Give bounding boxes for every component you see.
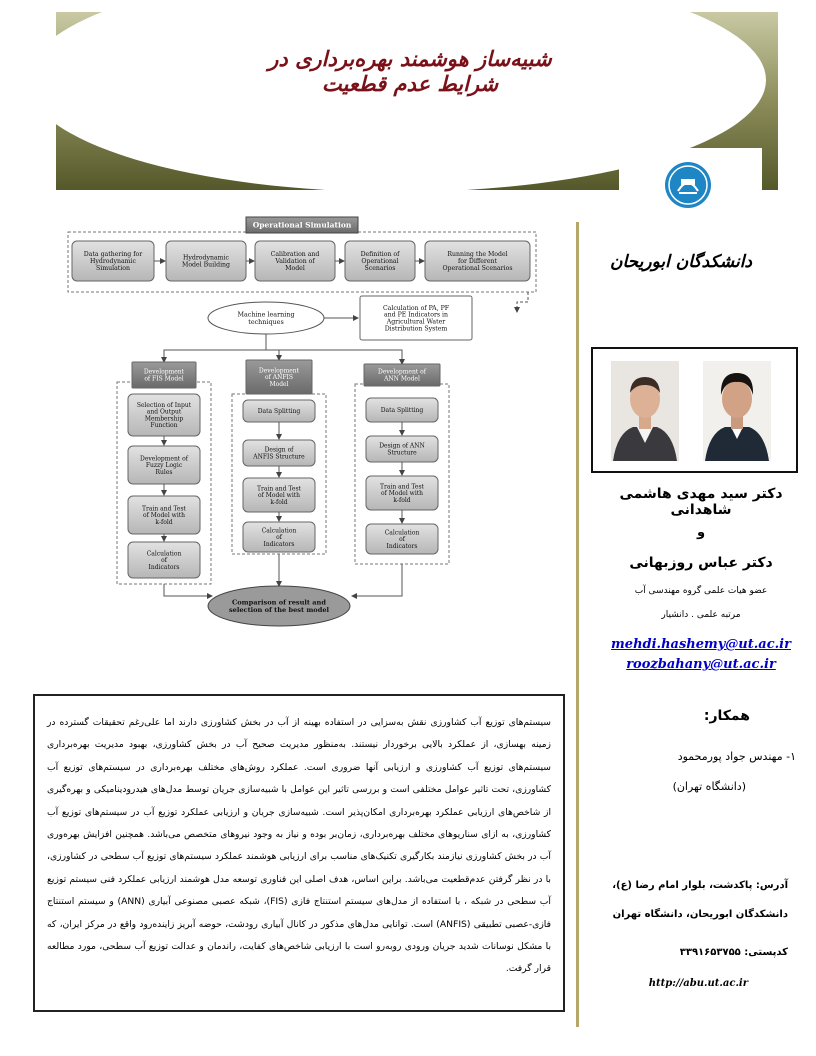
abstract-text: سیستم‌های توزیع آب کشاورزی نقش به‌سزایی در استفاده بهینه از آب در بخش کشاورزی دارند اما علی‌رغم تحقیقات گسترده در زمینه بهسازی، از عملکرد بالایی برخوردار نیستند. به‌منظور مدیریت صحیح آب در بخش کشاورزی، بهبود مدیریت بهره‌برداری سیستم‌های توزیع آب کشاورزی و ارزیابی آنها ضروری است. عملکرد روش‌های مختلف بهره‌برداری در سیستم‌های توزیع آب کشاورزی، تحت تاثیر عوامل مختلفی است و بررسی تاثیر این عوامل با شبیه‌سازی جریان توسط مدل‌های هیدرودینامیکی و بهره‌گیری از شاخص‌های ارزیابی عملکرد بهره‌برداری امکان‌پذیر است. شبیه‌سازی جریان و ارزیابی عملکرد توزیع آب در سیستم‌های توزیع آب کشاورزی، به ازای سناریوهای مختلف بهره‌برداری، زمان‌بر بوده و نیاز به وجود نیروهای متخصص می‌باشد. همچنین افزایش بهره‌وری آب در بخش کشاورزی نیازمند بکارگیری تکنیک‌های مناسب برای ارزیابی هوشمند عملکرد سیستم‌های توزیع آب سطحی در کشاورزی، با در نظر گرفتن عدم‌قطعیت می‌باشد. براین اساس، هدف اصلی این فناوری توسعه مدل هوشمند ارزیابی عملکرد فنی سیستم توزیع آب سطحی در شبکه ، با استفاده از مدل‌های سیستم استنتاج فازی (FIS)، شبکه عصبی مصنوعی آبیاری (ANN) و سیستم استنتاج فازی-عصبی تطبیقی (ANFIS) است. توانایی مدل‌های مذکور در کانال آبیاری رودشت، حوضه آبریز زاینده‌رود واقع در مرکز ایران، که با مشکل نوسانات شدید جریان ورودی روبه‌رو است با ارزیابی شاخص‌های کفایت، راندمان و عدالت توزیع آب سطحی، مورد مطالعه قرار گرفت. bbox=[47, 717, 551, 975]
email-link-1[interactable]: mehdi.hashemy@ut.ac.ir bbox=[611, 637, 791, 652]
flowchart-step-label-1: Data gathering for Hydrodynamic Simulation bbox=[83, 251, 143, 273]
position-line-2: مرتبه علمی . دانشیار bbox=[661, 610, 741, 620]
faculty-name: دانشکدگان ابوریحان bbox=[610, 252, 752, 272]
fis-step-label-2: Development of Fuzzy Logic Rules bbox=[140, 455, 188, 476]
anfis-step-label-4: Calculation of Indicators bbox=[261, 527, 297, 548]
address-line-1: آدرس: پاکدشت، بلوار امام رضا (ع)، bbox=[612, 880, 788, 891]
anfis-header-label: Development of ANFIS Model bbox=[258, 367, 300, 388]
conjunction: و bbox=[696, 525, 706, 540]
flowchart-step-label-4: Definition of Operational Scenarios bbox=[360, 251, 400, 273]
researcher-name-1: دکتر سید مهدی هاشمی شاهدانی bbox=[619, 486, 783, 518]
anfis-step-label-2: Design of ANFIS Structure bbox=[253, 446, 305, 461]
ann-step-label-3: Train and Test of Model with k-fold bbox=[380, 483, 424, 504]
fis-step-label-1: Selection of Input and Output Membership Function bbox=[136, 402, 192, 430]
indicators-label: Calculation of PA, PF and PE Indicators in Agricultural Water Distribution System bbox=[382, 304, 450, 333]
website-link[interactable]: http://abu.ut.ac.ir bbox=[648, 978, 748, 989]
fis-step-label-3: Train and Test of Model with k-fold bbox=[142, 505, 186, 526]
comparison-label: Comparison of result and selection of the best model bbox=[228, 598, 330, 615]
university-logo-icon bbox=[664, 161, 712, 209]
column-divider bbox=[576, 222, 579, 1027]
fis-header-label: Development of FIS Model bbox=[143, 368, 185, 383]
fis-step-label-4: Calculation of Indicators bbox=[146, 550, 182, 571]
page-title: شبیه‌ساز هوشمند بهره‌برداری در شرایط عدم قطعیت bbox=[268, 46, 552, 96]
ann-step-label-1: Data Splitting bbox=[380, 407, 424, 415]
abstract-box bbox=[33, 694, 565, 1012]
methodology-flowchart bbox=[62, 214, 545, 634]
flowchart-title bbox=[253, 221, 352, 230]
researcher-name-2: دکتر عباس روزبهانی bbox=[629, 555, 773, 571]
flowchart-step-label-3: Calibration and Validation of Model bbox=[270, 251, 320, 273]
flowchart-step-label-2: Hydrodynamic Model Building bbox=[181, 254, 231, 269]
position-line-1: عضو هیات علمی گروه مهندسی آب bbox=[634, 586, 768, 596]
flowchart-title-text: Operational Simulation bbox=[252, 220, 352, 230]
address-line-2: دانشکدگان ابوریحان، دانشگاه تهران bbox=[612, 909, 788, 920]
email-link-2[interactable]: roozbahany@ut.ac.ir bbox=[626, 657, 776, 672]
collaborator-affiliation: (دانشگاه تهران) bbox=[672, 780, 746, 793]
ml-label: Machine learning techniques bbox=[237, 310, 295, 326]
ann-step-label-4: Calculation of Indicators bbox=[384, 529, 420, 550]
anfis-step-label-1: Data Splitting bbox=[257, 408, 301, 416]
ann-header-label: Development of ANN Model bbox=[378, 368, 426, 383]
anfis-step-label-3: Train and Test of Model with k-fold bbox=[257, 485, 301, 506]
ann-step-label-2: Design of ANN Structure bbox=[379, 442, 425, 457]
collaborators-heading: همکار: bbox=[703, 708, 750, 724]
researcher-photo bbox=[703, 361, 771, 461]
researcher-photo bbox=[611, 361, 679, 461]
flowchart-step-label-5: Running the Model for Different Operational Scenarios bbox=[442, 251, 513, 273]
collaborator-name: ۱- مهندس جواد پورمحمود bbox=[677, 750, 796, 763]
researcher-photos bbox=[591, 347, 798, 473]
postal-code: کدپستی: ۳۳۹۱۶۵۳۷۵۵ bbox=[679, 947, 788, 958]
